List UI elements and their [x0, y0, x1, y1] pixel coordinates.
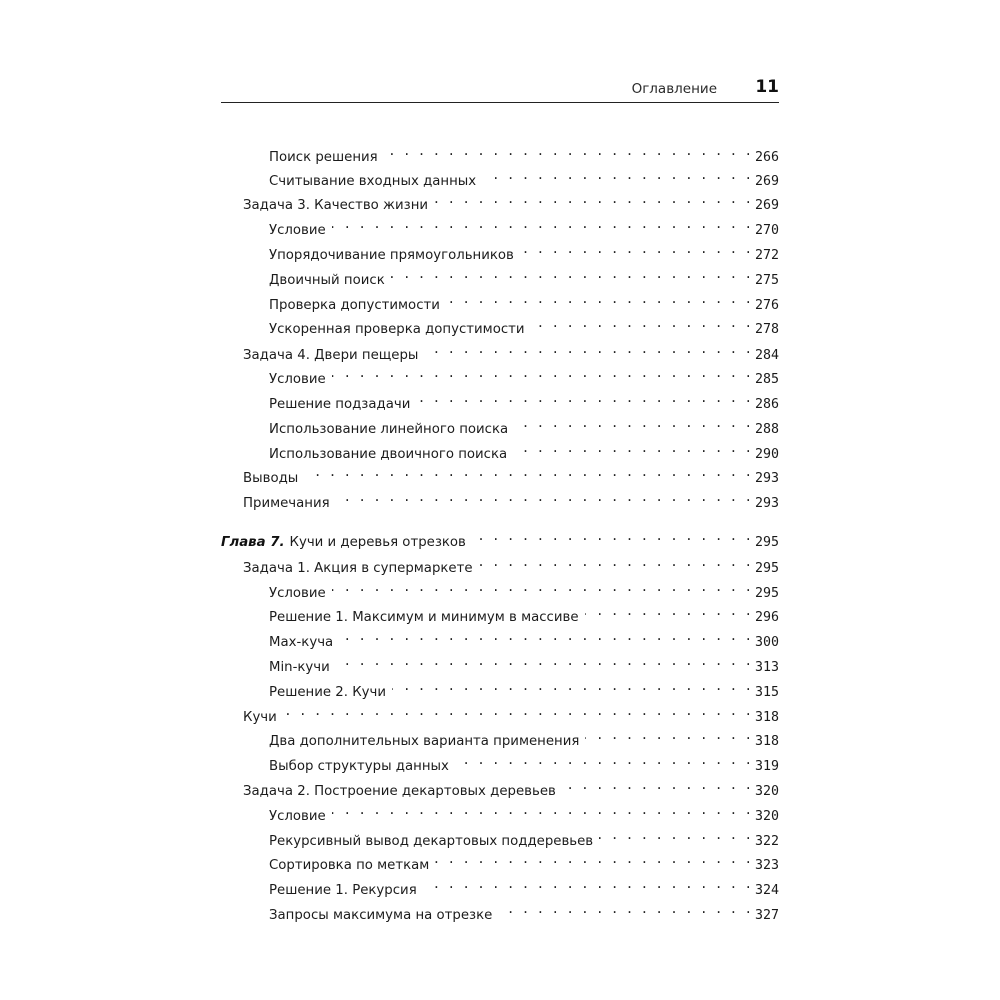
running-header [221, 74, 779, 103]
toc-entry-text: Решение 1. Рекурсия [269, 883, 417, 898]
dot-leader [520, 239, 752, 259]
toc-entry-title [269, 658, 330, 678]
toc-entry-text: Выводы [243, 471, 299, 486]
dot-leader [332, 363, 752, 383]
toc-entry-page: 296 [754, 610, 779, 625]
toc-entry [269, 874, 779, 898]
dot-leader [332, 214, 752, 234]
dot-leader [585, 725, 752, 745]
toc-entry [269, 363, 779, 387]
toc-entry-text: Min-кучи [269, 660, 330, 675]
dot-leader [472, 526, 752, 546]
toc-entry-page: 319 [754, 759, 779, 774]
dot-leader [332, 800, 752, 820]
toc-entry [269, 601, 779, 625]
toc-entry-page: 269 [754, 198, 779, 213]
toc-entry-title [221, 533, 466, 553]
toc-entry-text: Выбор структуры данных [269, 759, 449, 774]
toc-entry-page: 318 [754, 734, 779, 749]
dot-leader [304, 462, 752, 482]
toc-entry [269, 899, 779, 923]
toc-entry-page: 323 [754, 858, 779, 873]
toc-entry-page: 270 [754, 223, 779, 238]
dot-leader [283, 701, 752, 721]
dot-leader [339, 626, 752, 646]
toc-entry-title [269, 395, 410, 415]
toc-entry-text: Упорядочивание прямоугольников [269, 248, 514, 263]
dot-leader [479, 552, 752, 572]
toc-entry-title [269, 807, 326, 827]
toc-entry-text: Решение 2. Кучи [269, 685, 387, 700]
toc-entry-page: 322 [754, 834, 779, 849]
toc-entry [269, 438, 779, 462]
toc-entry-page: 272 [754, 248, 779, 263]
toc-entry-text: Сортировка по меткам [269, 858, 430, 873]
toc-entry [269, 388, 779, 412]
toc-entry-page: 295 [754, 561, 779, 576]
toc-entry-title [269, 732, 579, 752]
chapter-label: Глава 7. [221, 535, 285, 550]
toc-entry-page: 284 [754, 348, 779, 363]
toc-entry-text: Запросы максимума на отрезке [269, 908, 493, 923]
dot-leader [423, 874, 752, 894]
toc-entry-text: Решение 1. Максимум и минимум в массиве [269, 610, 579, 625]
toc-entry-title [269, 881, 417, 901]
toc-entry-page: 320 [754, 809, 779, 824]
toc-entry-title [269, 683, 386, 703]
dot-leader [514, 413, 752, 433]
dot-leader [599, 825, 752, 845]
toc-entry-page: 286 [754, 397, 779, 412]
toc-entry [243, 189, 779, 213]
toc-entry [269, 165, 779, 189]
running-header-title: Оглавление [631, 81, 717, 97]
toc-entry-title [269, 757, 449, 777]
toc-entry [269, 413, 779, 437]
toc-entry-text: Условие [269, 372, 326, 387]
toc-entry-title [243, 494, 330, 514]
dot-leader [531, 313, 752, 333]
toc-entry [269, 289, 779, 313]
toc-entry-page: 276 [754, 298, 779, 313]
toc-entry-page: 313 [754, 660, 779, 675]
dot-leader [498, 899, 752, 919]
toc-entry [269, 651, 779, 675]
toc-entry-text: Задача 2. Построение декартовых деревьев [243, 784, 556, 799]
toc-entry-text: Считывание входных данных [269, 174, 477, 189]
toc-entry-title [269, 246, 514, 266]
toc-entry [269, 676, 779, 700]
toc-entry-title [269, 370, 326, 390]
toc-entry-page: 295 [754, 535, 779, 550]
toc-entry [269, 750, 779, 774]
toc-entry [269, 725, 779, 749]
dot-leader [562, 775, 752, 795]
dot-leader [332, 577, 752, 597]
toc-entry-text: Кучи [243, 710, 277, 725]
toc-entry [243, 775, 779, 799]
toc-entry-text: Рекурсивный вывод декартовых поддеревьев [269, 834, 594, 849]
toc-entry-title [243, 469, 298, 489]
toc-entry [269, 825, 779, 849]
toc-entry-page: 285 [754, 372, 779, 387]
toc-entry-title [269, 420, 508, 440]
toc-entry-page: 266 [754, 150, 779, 165]
toc-entry [269, 800, 779, 824]
toc-entry-page: 324 [754, 883, 779, 898]
dot-leader [384, 141, 752, 161]
toc-entry [243, 462, 779, 486]
toc-entry-page: 275 [754, 273, 779, 288]
toc-entry-title [269, 221, 326, 241]
toc-entry [243, 339, 779, 363]
dot-leader [392, 676, 752, 696]
toc-entry-page: 293 [754, 471, 779, 486]
toc-entry-text: Решение подзадачи [269, 397, 411, 412]
toc-entry-page: 290 [754, 447, 779, 462]
toc-entry-text: Условие [269, 809, 326, 824]
toc-entry-page: 295 [754, 586, 779, 601]
toc-entry-title [243, 782, 556, 802]
toc-chapter-entry [221, 526, 779, 550]
toc-entry-page: 293 [754, 496, 779, 511]
toc-entry-text: Ускоренная проверка допустимости [269, 322, 525, 337]
toc-entry-text: Условие [269, 223, 326, 238]
toc-entry-page: 327 [754, 908, 779, 923]
toc-entry-page: 300 [754, 635, 779, 650]
toc-entry [269, 577, 779, 601]
toc-entry-text: Двоичный поиск [269, 273, 385, 288]
dot-leader [513, 438, 752, 458]
toc-entry-page: 269 [754, 174, 779, 189]
dot-leader [336, 651, 752, 671]
toc-entry [269, 313, 779, 337]
toc-entry [269, 264, 779, 288]
toc-entry-page: 278 [754, 322, 779, 337]
dot-leader [416, 388, 752, 408]
dot-leader [435, 849, 752, 869]
toc-entry-page: 315 [754, 685, 779, 700]
toc-entry-title [243, 559, 473, 579]
toc-entry-text: Max-куча [269, 635, 334, 650]
toc-entry-text: Поиск решения [269, 150, 378, 165]
toc-entry [243, 701, 779, 725]
toc-entry-text: Задача 4. Двери пещеры [243, 348, 419, 363]
toc-entry-title [269, 856, 429, 876]
toc-entry-page: 320 [754, 784, 779, 799]
toc-entry-title [269, 906, 492, 926]
toc-entry-text: Условие [269, 586, 326, 601]
toc-entry-page: 318 [754, 710, 779, 725]
toc-entry-text: Проверка допустимости [269, 298, 440, 313]
dot-leader [585, 601, 752, 621]
toc-entry [269, 141, 779, 165]
toc-entry-text: Использование линейного поиска [269, 422, 509, 437]
dot-leader [482, 165, 752, 185]
dot-leader [424, 339, 752, 359]
toc-entry-text: Использование двоичного поиска [269, 447, 508, 462]
dot-leader [391, 264, 752, 284]
dot-leader [446, 289, 752, 309]
toc-entry-title [269, 271, 385, 291]
toc-entry-text: Два дополнительных варианта применения [269, 734, 580, 749]
toc-entry [243, 552, 779, 576]
toc-entry-text: Задача 3. Качество жизни [243, 198, 429, 213]
toc-entry-title [269, 608, 579, 628]
toc-entry [269, 849, 779, 873]
page-number: 11 [755, 77, 779, 97]
toc-entry [269, 626, 779, 650]
toc-entry [243, 487, 779, 511]
toc-entry [269, 239, 779, 263]
dot-leader [434, 189, 752, 209]
toc-entry-page: 288 [754, 422, 779, 437]
toc-entry-title [269, 320, 525, 340]
toc-entry-text: Примечания [243, 496, 330, 511]
toc-entry-text: Задача 1. Акция в супермаркете [243, 561, 473, 576]
toc-entry-title [243, 196, 428, 216]
toc-entry-text: Кучи и деревья отрезков [289, 535, 466, 550]
toc-entry [269, 214, 779, 238]
dot-leader [336, 487, 752, 507]
dot-leader [455, 750, 752, 770]
toc-entry-title [269, 633, 333, 653]
